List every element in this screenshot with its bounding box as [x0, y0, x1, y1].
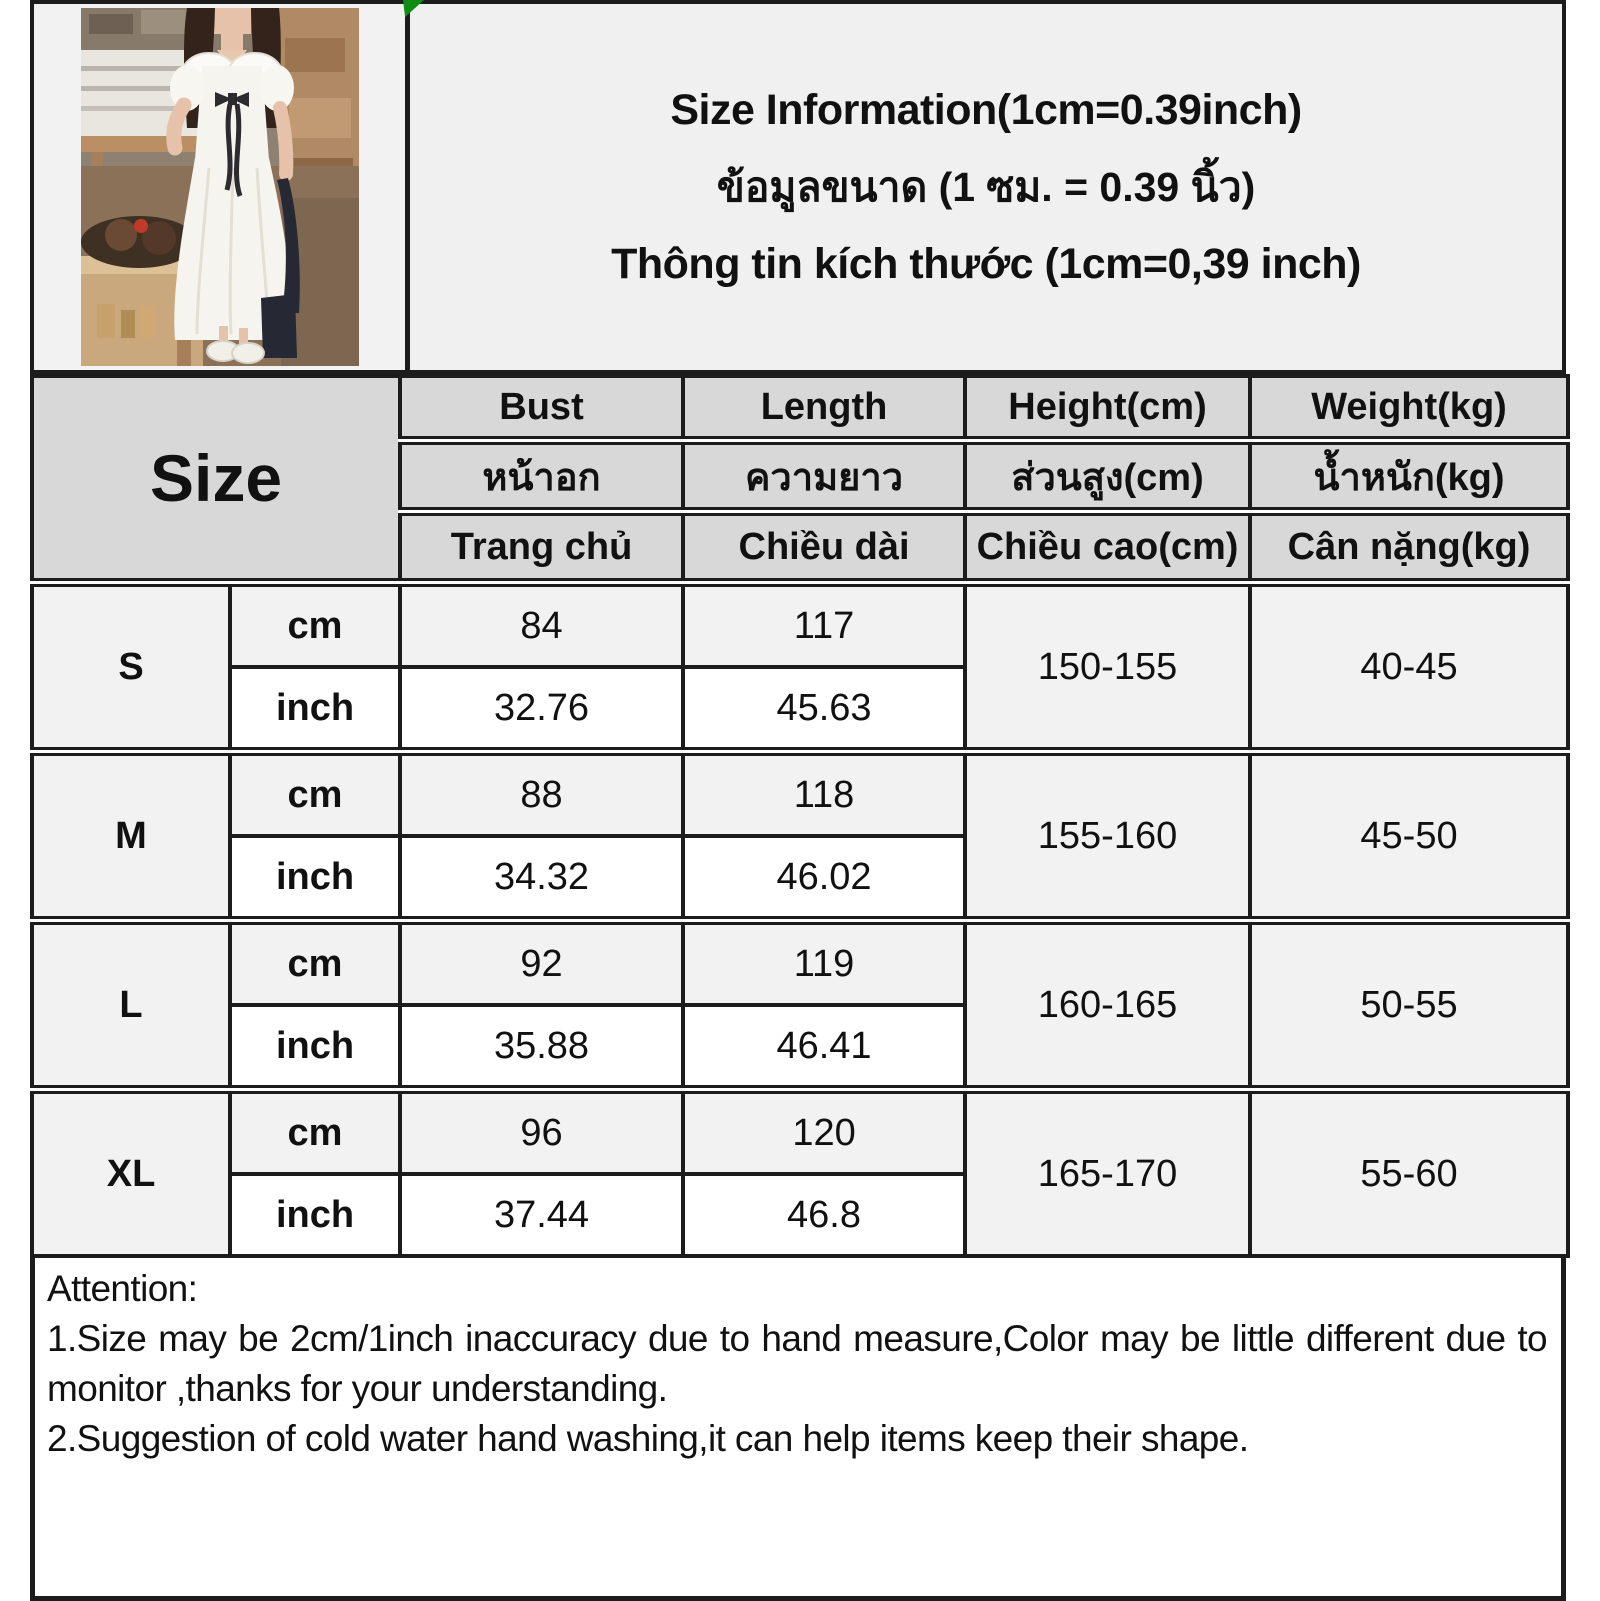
unit-cm: cm — [230, 921, 400, 1006]
l-bust-inch: 35.88 — [400, 1005, 683, 1090]
unit-inch: inch — [230, 836, 400, 921]
s-height-range: 150-155 — [965, 583, 1250, 752]
xl-bust-cm: 96 — [400, 1090, 683, 1175]
size-m-label: M — [32, 752, 230, 921]
col-bust-vn: Trang chủ — [400, 512, 683, 583]
m-weight-range: 45-50 — [1250, 752, 1568, 921]
s-weight-range: 40-45 — [1250, 583, 1568, 752]
m-height-range: 155-160 — [965, 752, 1250, 921]
product-photo-illustration — [81, 8, 359, 366]
col-height-vn: Chiều cao(cm) — [965, 512, 1250, 583]
col-weight-en: Weight(kg) — [1250, 376, 1568, 441]
size-chart-sheet — [30, 0, 1566, 1601]
l-length-cm: 119 — [683, 921, 965, 1006]
size-s-label: S — [32, 583, 230, 752]
s-length-cm: 117 — [683, 583, 965, 668]
col-length-th: ความยาว — [683, 441, 965, 512]
xl-weight-range: 55-60 — [1250, 1090, 1568, 1257]
title-block — [410, 4, 1562, 370]
l-height-range: 160-165 — [965, 921, 1250, 1090]
attention-heading: Attention: — [47, 1268, 198, 1309]
l-weight-range: 50-55 — [1250, 921, 1568, 1090]
product-photo — [81, 8, 359, 366]
row-m-cm — [32, 752, 1568, 837]
col-weight-th: น้ำหนัก(kg) — [1250, 441, 1568, 512]
unit-cm: cm — [230, 752, 400, 837]
size-header-cell: Size — [32, 376, 400, 583]
xl-length-cm: 120 — [683, 1090, 965, 1175]
col-height-th: ส่วนสูง(cm) — [965, 441, 1250, 512]
title-english: Size Information(1cm=0.39inch) — [670, 85, 1302, 134]
l-bust-cm: 92 — [400, 921, 683, 1006]
unit-cm: cm — [230, 1090, 400, 1175]
title-thai: ข้อมูลขนาด (1 ซม. = 0.39 นิ้ว) — [716, 163, 1256, 210]
header-row-english — [32, 376, 1568, 441]
row-xl-cm — [32, 1090, 1568, 1175]
s-bust-inch: 32.76 — [400, 667, 683, 752]
unit-cm: cm — [230, 583, 400, 668]
attention-box — [30, 1258, 1566, 1601]
unit-inch: inch — [230, 1005, 400, 1090]
col-weight-vn: Cân nặng(kg) — [1250, 512, 1568, 583]
m-length-inch: 46.02 — [683, 836, 965, 921]
col-height-en: Height(cm) — [965, 376, 1250, 441]
product-photo-cell — [34, 4, 410, 370]
xl-length-inch: 46.8 — [683, 1174, 965, 1256]
top-section — [30, 0, 1566, 374]
title-vietnamese: Thông tin kích thước (1cm=0,39 inch) — [611, 239, 1361, 288]
col-length-vn: Chiều dài — [683, 512, 965, 583]
m-length-cm: 118 — [683, 752, 965, 837]
size-xl-label: XL — [32, 1090, 230, 1257]
xl-height-range: 165-170 — [965, 1090, 1250, 1257]
s-length-inch: 45.63 — [683, 667, 965, 752]
s-bust-cm: 84 — [400, 583, 683, 668]
attention-item-2: 2.Suggestion of cold water hand washing,it can help items keep their shape. — [47, 1417, 1249, 1459]
col-bust-th: หน้าอก — [400, 441, 683, 512]
size-l-label: L — [32, 921, 230, 1090]
size-table — [30, 374, 1570, 1258]
l-length-inch: 46.41 — [683, 1005, 965, 1090]
row-s-cm — [32, 583, 1568, 668]
unit-inch: inch — [230, 667, 400, 752]
m-bust-inch: 34.32 — [400, 836, 683, 921]
row-l-cm — [32, 921, 1568, 1006]
m-bust-cm: 88 — [400, 752, 683, 837]
xl-bust-inch: 37.44 — [400, 1174, 683, 1256]
col-length-en: Length — [683, 376, 965, 441]
unit-inch: inch — [230, 1174, 400, 1256]
attention-item-1: 1.Size may be 2cm/1inch inaccuracy due to hand measure,Color may be little different due to monitor ,thanks for your understanding. — [47, 1317, 1547, 1409]
col-bust-en: Bust — [400, 376, 683, 441]
